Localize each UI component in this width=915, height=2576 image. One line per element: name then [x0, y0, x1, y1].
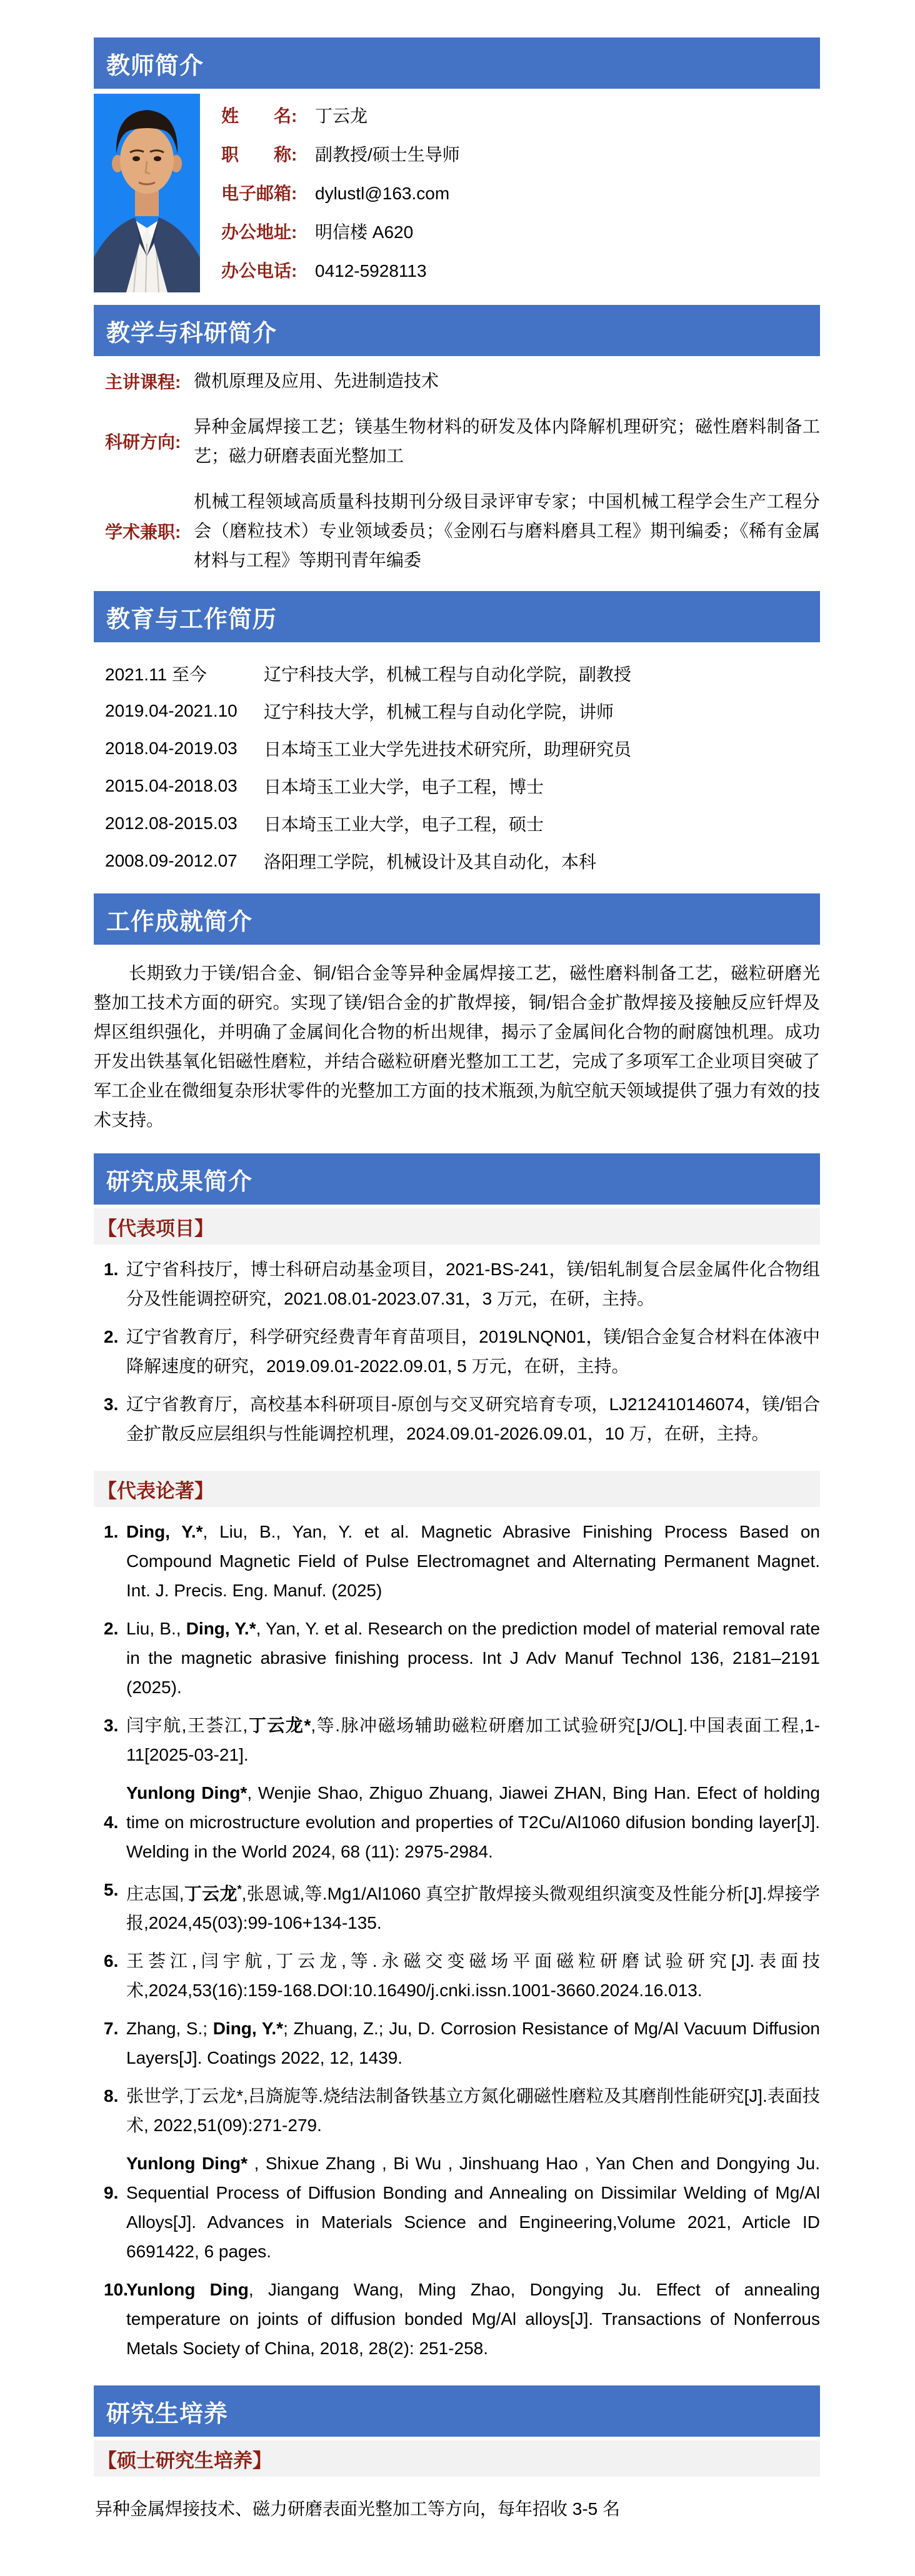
profile-field-value: 副教授/硕士生导师 — [315, 145, 460, 164]
section-header-research-results — [94, 1153, 820, 1205]
list-item-text: 辽宁省教育厅，高校基本科研项目-原创与交叉研究培育专项，LJ212410146074，镁/铝合金扩散反应层组织与性能调控机理，2024.09.01-2026.09.01，10 万，在研，主持。 — [126, 1395, 820, 1443]
list-item — [94, 1255, 820, 1313]
list-item-number: 1. — [104, 1260, 119, 1279]
teaching-row — [94, 412, 820, 470]
list-item-number: 6. — [104, 1951, 119, 1971]
teaching-row — [94, 366, 820, 395]
publication-text-segment: , Liu, B., Yan, Y. et al. Magnetic Abrasive Finishing Process Based on Compound Magnetic Field of Pulse Electromagnet and Alternating Permanent Magnet. Int. J. Precis. Eng. Manuf. (2025) — [126, 1522, 821, 1600]
publication-text-segment: , Jiangang Wang, Ming Zhao, Dongying Ju. Effect of annealing temperature on joints of diffusion bonded Mg/Al alloys[J]. Transactions of Nonferrous Metals Society of China, 2018, 28(2): 251-258. — [126, 2280, 820, 2359]
profile-field-row — [221, 257, 460, 296]
section-header-achievements — [94, 893, 820, 945]
teaching-row-label: 学术兼职: — [105, 522, 181, 542]
publication-text-segment: Liu, B., — [126, 1619, 186, 1638]
section-teaching-research — [94, 305, 820, 575]
publication-text-segment: Zhang, S.; — [126, 2019, 213, 2039]
teaching-row-value: 机械工程领域高质量科技期刊分级目录评审专家；中国机械工程学会生产工程分会（磨粒技术）专业领域委员；《金刚石与磨料磨具工程》期刊编委；《稀有金属材料与工程》等期刊青年编委 — [194, 492, 820, 570]
list-item — [94, 2014, 820, 2072]
publication-text-segment: 王荟江,闫宇航,丁云龙,等.永磁交变磁场平面磁粒研磨试验研究[J].表面技术,2024,53(16):159-168.DOI:10.16490/j.cnki.issn.1001-3660.2024.16.013. — [126, 1951, 820, 2001]
subheader-title: 【代表论著】 — [98, 1479, 214, 1502]
publication-text-segment: Ding, Y.* — [186, 1619, 256, 1638]
teaching-row-value: 异种金属焊接工艺；镁基生物材料的研发及体内降解机理研究；磁性磨料制备工艺；磁力研磨表面光整加工 — [194, 417, 820, 465]
teaching-row-label: 主讲课程: — [105, 372, 181, 392]
teaching-row-label: 科研方向: — [105, 432, 181, 452]
section-header-history — [94, 591, 820, 642]
list-item-number: 8. — [104, 2086, 119, 2106]
section-header-graduate-training — [94, 2385, 820, 2437]
history-entry — [94, 805, 820, 842]
list-item — [94, 1322, 820, 1381]
history-entry-period: 2015.04-2018.03 — [105, 776, 238, 795]
publication-text-segment: 闫宇航,王荟江, — [126, 1716, 248, 1735]
section-title: 教学与科研简介 — [106, 320, 278, 347]
list-item-text — [126, 1778, 820, 1866]
list-item-number: 7. — [104, 2019, 119, 2039]
profile-field-label: 办公地址: — [221, 222, 298, 242]
list-item-number: 5. — [104, 1880, 119, 1899]
subheader-representative-publications — [94, 1471, 820, 1507]
history-entry-detail: 日本埼玉工业大学，电子工程，硕士 — [264, 815, 544, 834]
profile-field-row — [221, 180, 460, 219]
section-header-teacher-intro — [94, 37, 820, 89]
list-item-text — [126, 1946, 820, 2005]
history-entry-period: 2018.04-2019.03 — [105, 738, 238, 758]
profile-field-row — [221, 141, 460, 180]
teaching-rows — [94, 366, 820, 575]
list-item-number: 3. — [104, 1716, 119, 1735]
profile-block — [94, 92, 820, 302]
publication-text-segment: Yunlong Ding — [126, 2280, 249, 2300]
publication-text-segment: * — [237, 1883, 242, 1896]
history-entry — [94, 692, 820, 730]
person-photo-icon — [94, 94, 200, 292]
history-entry-detail: 洛阳理工学院，机械设计及其自动化，本科 — [264, 852, 597, 872]
profile-field-row — [221, 102, 460, 141]
subheader-representative-projects — [94, 1208, 820, 1245]
publication-text-segment: ; Zhuang, Z.; Ju, D. Corrosion Resistance of Mg/Al Vacuum Diffusion Layers[J]. Coatings 2022, 12, 1439. — [126, 2019, 820, 2068]
list-item-text — [126, 2275, 820, 2363]
list-item — [94, 1517, 820, 1605]
profile-field-row — [221, 219, 460, 257]
profile-photo — [94, 94, 200, 292]
profile-fields — [221, 94, 460, 296]
projects-list — [94, 1251, 820, 1468]
list-item-text — [126, 2014, 820, 2072]
list-item-text: 辽宁省教育厅，科学研究经费青年育苗项目，2019LNQN01，镁/铝合金复合材料在体液中降解速度的研究，2019.09.01-2022.09.01, 5 万元，在研，主持。 — [126, 1327, 820, 1376]
profile-field-value: dylustl@163.com — [315, 184, 450, 203]
publication-text-segment: Ding, Y.* — [212, 2019, 284, 2039]
list-item-text — [126, 1614, 820, 1702]
publication-text-segment: Yunlong Ding* — [126, 1783, 248, 1803]
subheader-title: 【硕士研究生培养】 — [98, 2449, 272, 2472]
section-history — [94, 591, 820, 891]
publication-text-segment: 丁云龙* — [248, 1716, 311, 1735]
history-entry-detail: 辽宁科技大学，机械工程与自动化学院，副教授 — [264, 665, 632, 684]
section-header-teaching-research — [94, 305, 820, 356]
history-entry — [94, 767, 820, 805]
publication-text-segment: 张世学,丁云龙*,吕旖旎等.烧结法制备铁基立方氮化硼磁性磨粒及其磨削性能研究[J].表面技术, 2022,51(09):271-279. — [126, 2086, 820, 2136]
subheader-title: 【代表项目】 — [98, 1217, 214, 1240]
profile-field-label: 职 称: — [221, 145, 298, 164]
list-item-text — [126, 1711, 820, 1769]
list-item — [94, 1711, 820, 1769]
list-item-text — [126, 2081, 820, 2140]
history-rows — [94, 646, 820, 891]
history-entry — [94, 730, 820, 767]
section-title: 教师简介 — [106, 52, 204, 79]
history-entry — [94, 655, 820, 692]
section-title: 教育与工作简历 — [106, 606, 278, 633]
history-entry-period: 2021.11 至今 — [105, 665, 207, 684]
section-title: 研究成果简介 — [106, 1168, 253, 1195]
list-item — [94, 1875, 820, 1937]
list-item-number: 3. — [104, 1395, 119, 1414]
publication-text-segment: ,张恩诚,等.Mg1/Al1060 真空扩散焊接头微观组织演变及性能分析[J].焊接学报,2024,45(03):99-106+134-135. — [126, 1884, 820, 1933]
list-item-number: 2. — [104, 1327, 119, 1346]
profile-field-label: 电子邮箱: — [221, 184, 298, 203]
profile-field-value: 0412-5928113 — [315, 261, 427, 281]
history-entry-period: 2012.08-2015.03 — [105, 813, 238, 833]
section-graduate-training — [94, 2385, 820, 2524]
history-entry — [94, 842, 820, 880]
publication-text-segment: , Yan, Y. et al. Research on the prediction model of material removal rate in the magnetic abrasive finishing process. Int J Adv Manuf Technol 136, 2181–2191 (2025). — [126, 1619, 821, 1697]
list-item — [94, 1946, 820, 2005]
list-item — [94, 1614, 820, 1702]
list-item-number: 2. — [104, 1619, 119, 1638]
list-item — [94, 2081, 820, 2140]
history-entry-period: 2019.04-2021.10 — [105, 701, 238, 720]
teaching-row-value: 微机原理及应用、先进制造技术 — [194, 371, 439, 390]
publication-text-segment: ,等.脉冲磁场辅助磁粒研磨加工试验研究[J/OL].中国表面工程,1-11[2025-03-21]. — [126, 1716, 820, 1764]
publication-text-segment: , Shixue Zhang , Bi Wu , Jinshuang Hao , Yan Chen and Dongying Ju. Sequential Process of Diffusion Bonding and Annealing on Dissimilar Welding of Mg/Al Alloys[J]. Advances in Materials Science and Engineering,Volume 2021, Article ID 6691422, 6 pages. — [126, 2154, 820, 2262]
list-item — [94, 1778, 820, 1866]
list-item-number: 9. — [104, 2183, 119, 2203]
history-entry-period: 2008.09-2012.07 — [105, 851, 238, 870]
list-item-number: 10. — [104, 2280, 128, 2300]
profile-field-value: 明信楼 A620 — [315, 222, 414, 242]
history-entry-detail: 日本埼玉工业大学，电子工程，博士 — [264, 777, 544, 797]
section-research-results — [94, 1153, 820, 2383]
page-content — [94, 37, 820, 2524]
history-entry-detail: 辽宁科技大学，机械工程与自动化学院，讲师 — [264, 702, 614, 722]
list-item-number: 4. — [104, 1813, 119, 1832]
section-title: 工作成就简介 — [106, 908, 253, 935]
publication-text-segment: Ding, Y.* — [126, 1522, 203, 1541]
profile-field-label: 办公电话: — [221, 261, 298, 281]
section-achievements — [94, 893, 820, 1151]
list-item-text: 辽宁省科技厅，博士科研启动基金项目，2021-BS-241，镁/铝轧制复合层金属件化合物组分及性能调控研究，2021.08.01-2023.07.31，3 万元，在研，主持。 — [126, 1260, 820, 1308]
publications-list — [94, 1513, 820, 2383]
list-item — [94, 2149, 820, 2266]
list-item-text — [126, 1875, 820, 1937]
achievements-paragraph: 长期致力于镁/铝合金、铜/铝合金等异种金属焊接工艺，磁性磨料制备工艺，磁粒研磨光整加工技术方面的研究。实现了镁/铝合金的扩散焊接，铜/铝合金扩散焊接及接触反应钎焊及焊区组织强化，并明确了金属间化合物的析出规律，揭示了金属间化合物的耐腐蚀机理。成功开发出铁基氧化铝磁性磨粒，并结合磁粒研磨光整加工工艺，完成了多项军工企业项目突破了军工企业在微细复杂形状零件的光整加工方面的技术瓶颈,为航空航天领域提供了强力有效的技术支持。 — [94, 963, 820, 1130]
publication-text-segment: Yunlong Ding* — [126, 2154, 248, 2174]
section-teacher-intro — [94, 37, 820, 302]
history-entry-detail: 日本埼玉工业大学先进技术研究所，助理研究员 — [264, 740, 632, 759]
list-item — [94, 2275, 820, 2363]
profile-field-label: 姓 名: — [221, 106, 298, 126]
list-item-text — [126, 1517, 820, 1605]
list-item — [94, 1390, 820, 1448]
subheader-master-training — [94, 2440, 820, 2477]
section-title: 研究生培养 — [106, 2400, 229, 2427]
teaching-row — [94, 487, 820, 575]
publication-text-segment: , Wenjie Shao, Zhiguo Zhuang, Jiawei ZHAN, Bing Han. Efect of holding time on microstructure evolution and properties of T2Cu/Al1060 difusion bonding layer[J]. Welding in the World 2024, 68 (11): 2975-2984. — [126, 1783, 821, 1861]
graduate-training-text: 异种金属焊接技术、磁力研磨表面光整加工等方向，每年招收 3-5 名 — [95, 2499, 621, 2519]
list-item-number: 1. — [104, 1522, 119, 1541]
publication-text-segment: 丁云龙 — [184, 1884, 238, 1904]
list-item-text — [126, 2149, 820, 2266]
publication-text-segment: 庄志国, — [126, 1884, 184, 1904]
profile-field-value: 丁云龙 — [315, 106, 368, 126]
